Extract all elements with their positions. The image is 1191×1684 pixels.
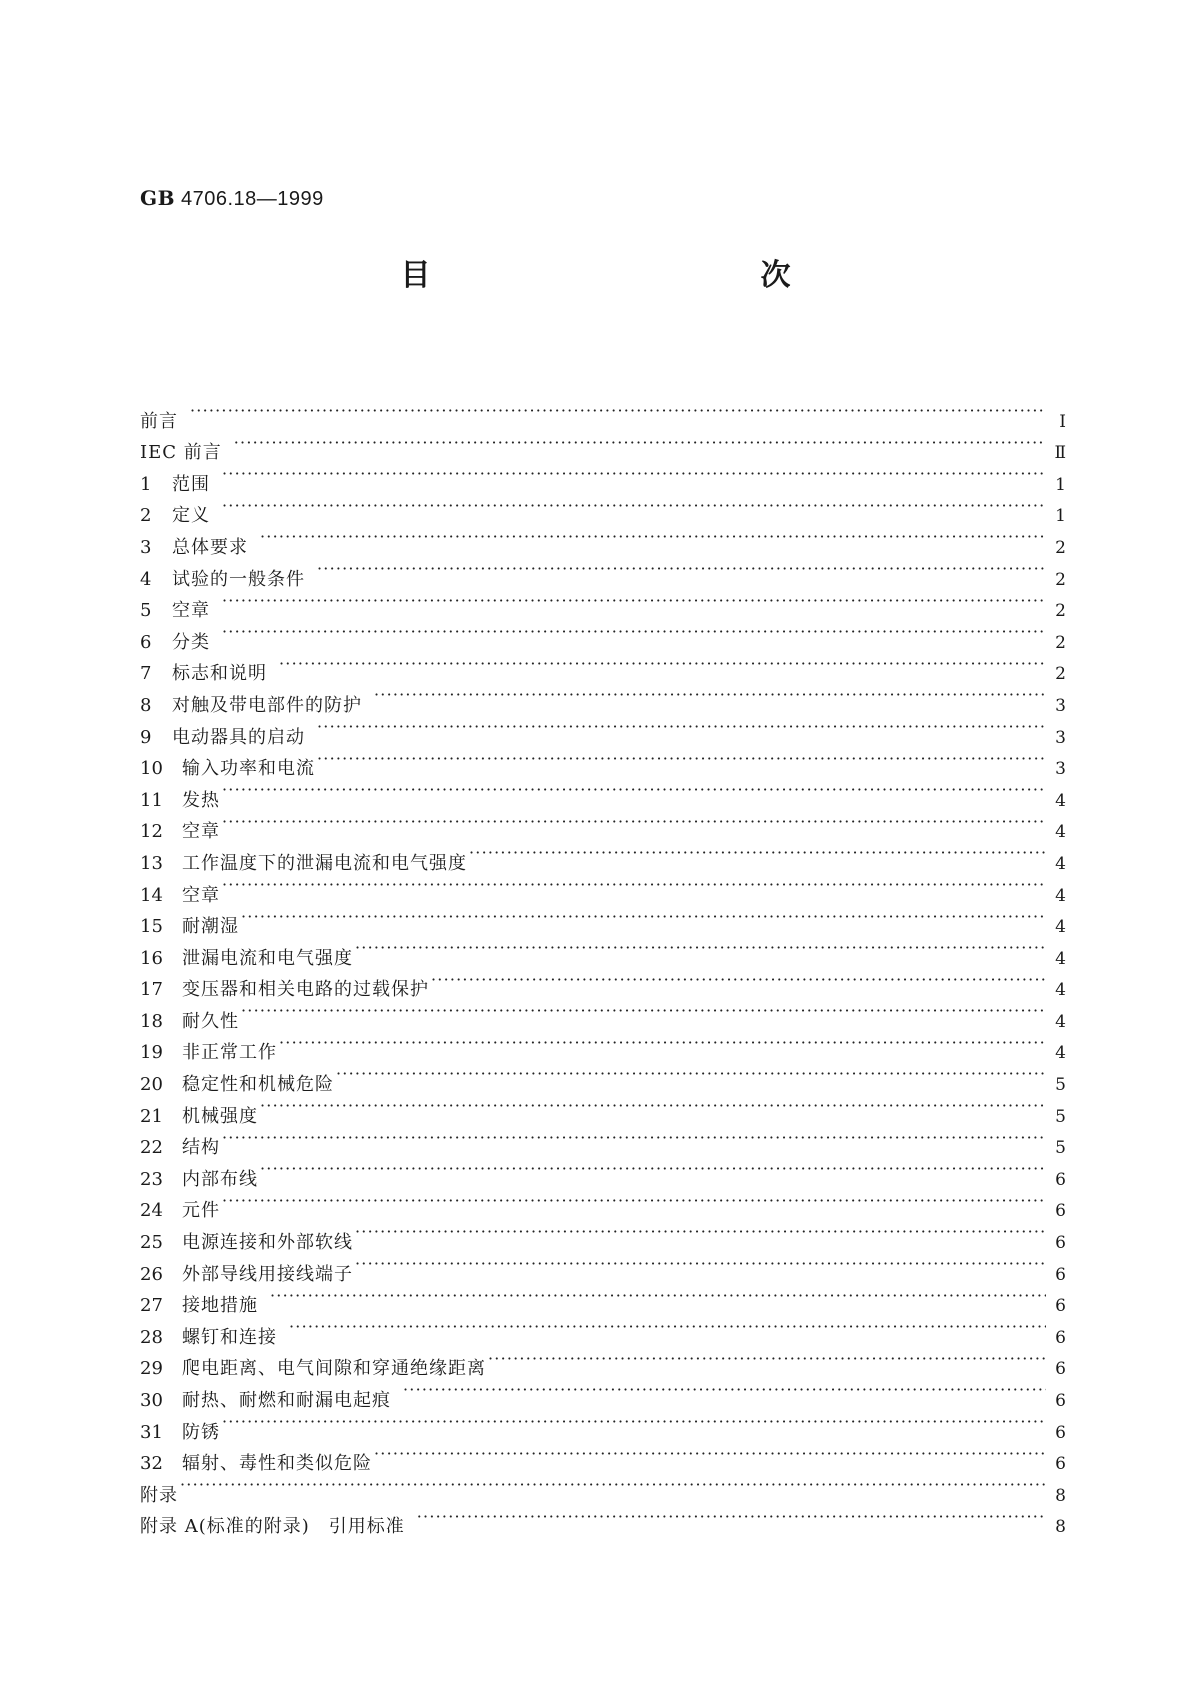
toc-dot-leader (374, 679, 1046, 711)
toc-entry-label: 泄漏电流和电气强度 (182, 947, 353, 969)
toc-entry-number: 32 (140, 1453, 163, 1475)
toc-entry[interactable] (140, 1469, 1066, 1506)
toc-dot-leader (190, 395, 1046, 427)
toc-dot-leader (317, 711, 1046, 743)
toc-entry-page: 6 (1055, 1296, 1066, 1317)
toc-entry-number: 28 (140, 1326, 163, 1348)
toc-entry-page: 6 (1055, 1233, 1066, 1254)
toc-entry[interactable] (140, 490, 1066, 527)
toc-entry-page: 5 (1055, 1106, 1066, 1127)
toc-entry-page: 4 (1055, 790, 1066, 811)
toc-entry-label: 空章 (182, 884, 220, 906)
toc-entry-number: 21 (140, 1105, 163, 1127)
toc-dot-leader (222, 458, 1046, 490)
toc-entry-number: 12 (140, 821, 163, 843)
toc-entry-page: 6 (1055, 1264, 1066, 1285)
toc-entry-page: 6 (1055, 1391, 1066, 1411)
toc-entry-number: 26 (140, 1263, 163, 1285)
toc-entry-label: 结构 (182, 1137, 220, 1159)
toc-entry[interactable] (140, 395, 1066, 432)
toc-entry-page: 3 (1055, 727, 1066, 748)
toc-dot-leader (222, 806, 1046, 838)
toc-entry-label: 内部布线 (182, 1168, 258, 1190)
toc-entry[interactable] (140, 1027, 1066, 1064)
toc-dot-leader (241, 995, 1046, 1027)
toc-entry-label: 辐射、毒性和类似危险 (182, 1453, 372, 1475)
toc-entry-label: 总体要求 (172, 536, 248, 558)
toc-entry-label: 稳定性和机械危险 (182, 1074, 334, 1096)
toc-dot-leader (222, 1122, 1046, 1154)
toc-entry[interactable] (140, 901, 1066, 938)
toc-entry-number: 25 (140, 1232, 163, 1254)
page-title: 目 次 (400, 258, 881, 293)
toc-entry-number: 24 (140, 1200, 163, 1222)
toc-dot-leader (403, 1374, 1046, 1406)
toc-entry-label: 耐久性 (182, 1010, 239, 1032)
toc-entry[interactable] (140, 837, 1066, 874)
toc-entry[interactable] (140, 995, 1066, 1032)
toc-entry-label: 输入功率和电流 (182, 758, 315, 780)
toc-entry-page: 1 (1055, 506, 1066, 527)
toc-entry-number: 5 (140, 600, 152, 622)
toc-entry-page: 6 (1055, 1201, 1066, 1222)
toc-entry-page: 4 (1055, 1011, 1066, 1032)
toc-entry[interactable] (140, 648, 1066, 685)
toc-entry-label: 元件 (182, 1200, 220, 1222)
toc-entry-number: 2 (140, 505, 152, 527)
toc-entry-label: IEC 前言 (140, 442, 222, 464)
toc-entry-label: 爬电距离、电气间隙和穿通绝缘距离 (182, 1358, 486, 1380)
standard-number: 4706.18—1999 (180, 188, 324, 210)
toc-entry[interactable] (140, 1343, 1066, 1380)
toc-entry-number: 30 (140, 1390, 163, 1411)
toc-entry[interactable] (140, 1438, 1066, 1475)
toc-entry-number: 15 (140, 916, 163, 938)
toc-entry-number: 18 (140, 1010, 163, 1032)
toc-entry-label: 试验的一般条件 (172, 568, 305, 590)
toc-entry-page: 3 (1055, 759, 1066, 780)
toc-entry-page: 2 (1055, 632, 1066, 653)
toc-entry-page: 6 (1055, 1454, 1066, 1475)
toc-dot-leader (222, 616, 1046, 648)
toc-entry-label: 定义 (172, 505, 210, 527)
toc-dot-leader (488, 1343, 1046, 1375)
toc-dot-leader (222, 585, 1046, 617)
toc-dot-leader (279, 1027, 1046, 1059)
toc-entry-label: 电源连接和外部软线 (182, 1232, 353, 1254)
toc-entry-number: 20 (140, 1074, 163, 1096)
toc-entry[interactable] (140, 806, 1066, 843)
toc-dot-leader (222, 490, 1046, 522)
toc-entry-page: 5 (1055, 1138, 1066, 1159)
toc-entry-page: 4 (1055, 853, 1066, 874)
toc-entry-page: 6 (1055, 1327, 1066, 1348)
toc-dot-leader (374, 1438, 1046, 1470)
table-of-contents (140, 395, 1066, 1538)
toc-entry-number: 11 (140, 789, 163, 811)
toc-entry[interactable] (140, 1311, 1066, 1348)
toc-entry-number: 23 (140, 1168, 163, 1190)
toc-dot-leader (431, 964, 1046, 996)
toc-dot-leader (289, 1311, 1046, 1343)
toc-entry[interactable] (140, 774, 1066, 811)
toc-entry-page: 5 (1055, 1075, 1066, 1096)
toc-entry-label: 对触及带电部件的防护 (172, 694, 362, 716)
toc-entry-number: 14 (140, 884, 163, 906)
toc-entry-number: 10 (140, 758, 163, 780)
toc-entry[interactable] (140, 1280, 1066, 1317)
toc-entry-page: 4 (1055, 1043, 1066, 1064)
toc-entry-label: 机械强度 (182, 1105, 258, 1127)
toc-entry-label: 防锈 (182, 1421, 220, 1443)
toc-entry-label: 标志和说明 (172, 663, 267, 685)
toc-entry-label: 耐潮湿 (182, 916, 239, 938)
toc-dot-leader (241, 901, 1046, 933)
toc-entry[interactable] (140, 1153, 1066, 1190)
toc-entry[interactable] (140, 1406, 1066, 1443)
toc-entry[interactable] (140, 869, 1066, 906)
toc-entry-page: 2 (1055, 569, 1066, 590)
toc-entry-label: 附录 A(标准的附录) 引用标准 (140, 1516, 405, 1538)
toc-entry-label: 非正常工作 (182, 1042, 277, 1064)
toc-entry-page: 4 (1055, 822, 1066, 843)
toc-entry-page: 2 (1055, 601, 1066, 622)
toc-dot-leader (279, 648, 1046, 680)
toc-dot-leader (222, 1185, 1046, 1217)
toc-entry-number: 4 (140, 568, 152, 590)
standard-code (140, 186, 324, 211)
toc-entry-number: 19 (140, 1042, 163, 1064)
toc-entry-label: 螺钉和连接 (182, 1326, 277, 1348)
toc-entry-page: 6 (1055, 1359, 1066, 1380)
toc-dot-leader (317, 743, 1046, 775)
toc-entry-label: 前言 (140, 410, 178, 432)
toc-entry-number: 13 (140, 852, 163, 874)
toc-dot-leader (180, 1469, 1046, 1501)
toc-entry[interactable] (140, 1501, 1066, 1538)
toc-entry-page: Ⅰ (1059, 411, 1066, 432)
toc-entry[interactable] (140, 616, 1066, 653)
toc-dot-leader (222, 774, 1046, 806)
toc-entry-number: 8 (140, 694, 152, 716)
toc-entry[interactable] (140, 1185, 1066, 1222)
toc-entry-number: 27 (140, 1295, 163, 1317)
toc-dot-leader (270, 1280, 1046, 1312)
toc-entry-label: 分类 (172, 631, 210, 653)
toc-entry-label: 范围 (172, 473, 210, 495)
toc-entry-number: 29 (140, 1358, 163, 1380)
toc-entry[interactable] (140, 458, 1066, 495)
toc-entry-number: 1 (140, 473, 152, 495)
toc-entry-page: 2 (1055, 537, 1066, 558)
toc-dot-leader (222, 1406, 1046, 1438)
toc-entry-label: 发热 (182, 789, 220, 811)
toc-entry-page: 2 (1055, 664, 1066, 685)
toc-entry[interactable] (140, 1090, 1066, 1127)
toc-entry-label: 空章 (182, 821, 220, 843)
toc-dot-leader (260, 1153, 1046, 1185)
toc-entry-number: 31 (140, 1421, 163, 1443)
toc-dot-leader (417, 1501, 1046, 1533)
toc-entry-label: 外部导线用接线端子 (182, 1263, 353, 1285)
toc-entry-page: 6 (1055, 1422, 1066, 1443)
toc-entry-label: 附录 (140, 1484, 178, 1506)
toc-entry-number: 17 (140, 979, 163, 1001)
toc-entry[interactable] (140, 585, 1066, 622)
toc-entry-page: 8 (1055, 1517, 1066, 1538)
toc-entry-page: 1 (1055, 474, 1066, 495)
toc-entry[interactable] (140, 553, 1066, 590)
toc-dot-leader (234, 427, 1046, 459)
toc-dot-leader (336, 1058, 1046, 1090)
toc-dot-leader (469, 837, 1046, 869)
toc-entry-number: 3 (140, 536, 152, 558)
toc-entry[interactable] (140, 427, 1066, 464)
toc-entry[interactable] (140, 521, 1066, 558)
toc-entry-page: Ⅱ (1054, 443, 1066, 464)
toc-dot-leader (355, 1216, 1046, 1248)
toc-dot-leader (355, 932, 1046, 964)
toc-entry-label: 工作温度下的泄漏电流和电气强度 (182, 852, 467, 874)
toc-entry-page: 3 (1055, 695, 1066, 716)
toc-entry[interactable] (140, 679, 1066, 716)
toc-dot-leader (317, 553, 1046, 585)
toc-entry-label: 接地措施 (182, 1295, 258, 1317)
toc-entry-number: 16 (140, 947, 163, 969)
toc-entry-page: 4 (1055, 885, 1066, 906)
toc-entry-number: 22 (140, 1137, 163, 1159)
standard-prefix: GB (140, 186, 175, 210)
toc-entry-number: 7 (140, 663, 152, 685)
toc-dot-leader (260, 1090, 1046, 1122)
toc-entry-number: 9 (140, 726, 152, 748)
toc-entry[interactable] (140, 1058, 1066, 1096)
toc-entry-label: 变压器和相关电路的过载保护 (182, 979, 429, 1001)
toc-entry-label: 耐热、耐燃和耐漏电起痕 (182, 1390, 391, 1411)
toc-entry-number: 6 (140, 631, 152, 653)
toc-entry[interactable] (140, 1122, 1066, 1159)
toc-entry[interactable] (140, 932, 1066, 969)
toc-dot-leader (222, 869, 1046, 901)
toc-entry-page: 4 (1055, 917, 1066, 938)
toc-entry-page: 4 (1055, 980, 1066, 1001)
toc-dot-leader (260, 521, 1046, 553)
toc-entry-label: 空章 (172, 600, 210, 622)
toc-entry-page: 6 (1055, 1169, 1066, 1190)
toc-entry[interactable] (140, 1216, 1066, 1254)
toc-dot-leader (355, 1248, 1046, 1280)
toc-entry-label: 电动器具的启动 (172, 726, 305, 748)
toc-entry-page: 8 (1055, 1485, 1066, 1506)
toc-entry-page: 4 (1055, 948, 1066, 969)
